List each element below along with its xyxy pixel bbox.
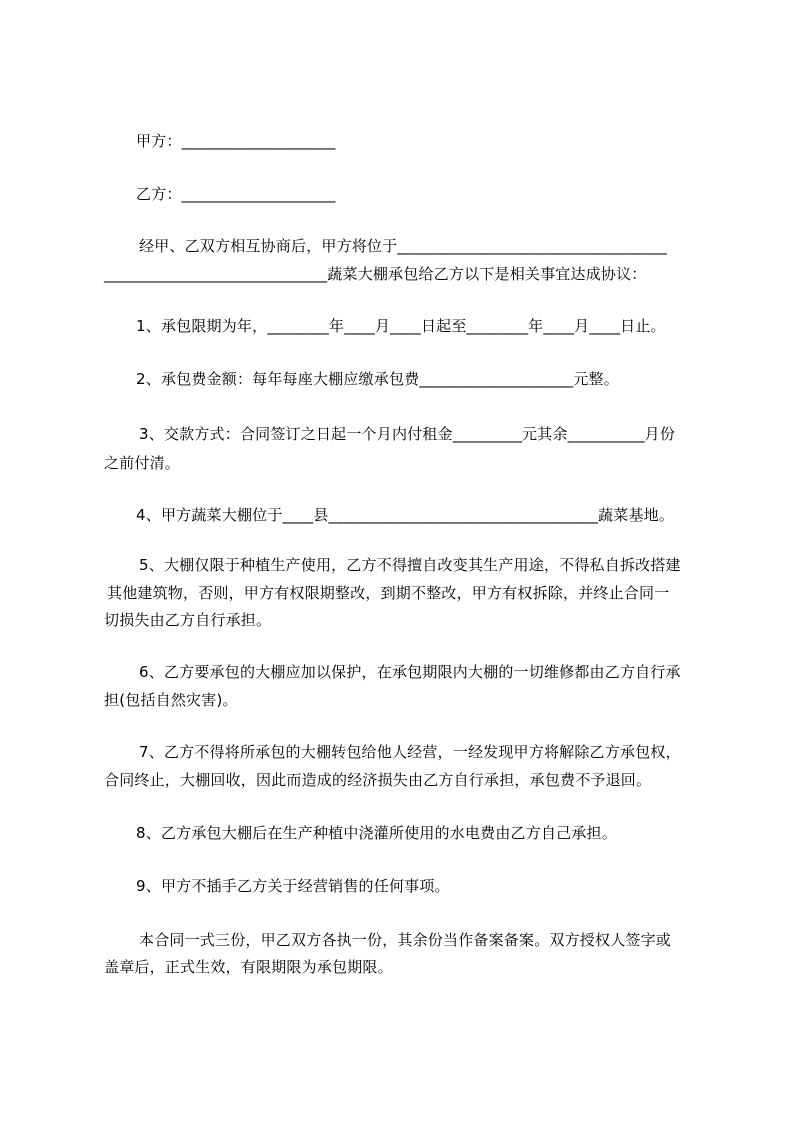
clause-7-line-2: 合同终止，大棚回收，因此而造成的经济损失由乙方自行承担，承包费不予退回。 (104, 771, 652, 789)
intro-line-2: _____________________________蔬菜大棚承包给乙方以下是相关事宜达成协议： (104, 265, 647, 283)
party-b-line: 乙方：____________________ (136, 185, 336, 203)
clause-7-line-1: 7、乙方不得将所承包的大棚转包给他人经营，一经发现甲方将解除乙方承包权， (139, 743, 681, 761)
clause-6-line-1: 6、乙方要承包的大棚应加以保护，在承包期限内大棚的一切维修都由乙方自行承 (139, 663, 681, 681)
clause-5-line-2: 其他建筑物，否则，甲方有权限期整改，到期不整改，甲方有权拆除，并终止合同一 (107, 584, 670, 602)
clause-2: 2、承包费金额：每年每座大棚应缴承包费____________________元整。 (136, 370, 619, 388)
closing-line-1: 本合同一式三份，甲乙双方各执一份，其余份当作备案备案。双方授权人签字或 (139, 931, 672, 949)
clause-9: 9、甲方不插手乙方关于经营销售的任何事项。 (136, 877, 450, 895)
clause-6-line-2: 担(包括自然灾害)。 (104, 691, 238, 709)
clause-4: 4、甲方蔬菜大棚位于____县___________________________________蔬菜基地。 (136, 506, 675, 524)
intro-line-1: 经甲、乙双方相互协商后，甲方将位于___________________________________ (139, 237, 667, 255)
clause-5-line-3: 切损失由乙方自行承担。 (104, 611, 272, 629)
closing-line-2: 盖章后，正式生效，有限期限为承包期限。 (104, 958, 393, 976)
clause-3-line-1: 3、交款方式：合同签订之日起一个月内付租金_________元其余__________月份 (139, 425, 676, 443)
clause-8: 8、乙方承包大棚后在生产种植中浇灌所使用的水电费由乙方自己承担。 (136, 824, 617, 842)
clause-3-line-2: 之前付清。 (104, 454, 181, 472)
party-a-line: 甲方：____________________ (136, 132, 336, 150)
clause-5-line-1: 5、大棚仅限于种植生产使用，乙方不得擅自改变其生产用途，不得私自拆改搭建 (139, 556, 681, 574)
clause-1: 1、承包限期为年，________年____月____日起至________年____月____日止。 (136, 317, 666, 335)
